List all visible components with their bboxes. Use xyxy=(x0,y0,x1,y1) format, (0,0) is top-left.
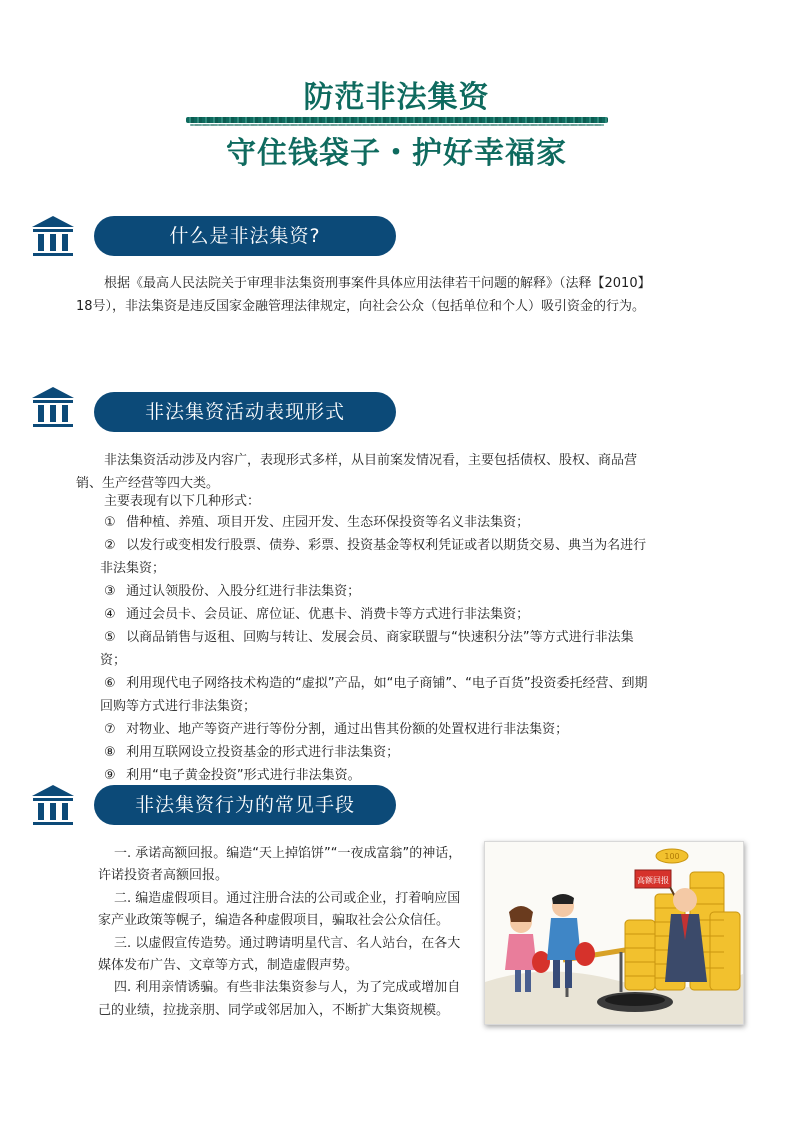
section-heading-methods: 非法集资行为的常见手段 xyxy=(94,785,396,825)
forms-list xyxy=(100,511,658,787)
list-item: ⑨ 利用“电子黄金投资”形式进行非法集资。 xyxy=(104,768,361,783)
page-subtitle: 守住钱袋子・护好幸福家 xyxy=(226,136,567,171)
title-divider xyxy=(186,117,608,123)
list-item: ④ 通过会员卡、会员证、席位证、优惠卡、消费卡等方式进行非法集资； xyxy=(104,607,530,622)
list-item: ⑧ 利用互联网设立投资基金的形式进行非法集资； xyxy=(104,745,400,760)
bank-building-icon xyxy=(30,385,76,431)
list-item: ③ 通过认领股份、入股分红进行非法集资； xyxy=(104,584,361,599)
list-intro: 主要表现有以下几种形式： xyxy=(104,494,261,509)
sign-label: 高额回报 xyxy=(637,876,669,885)
method-point: 二. 编造虚假项目。通过注册合法的公司或企业，打着响应国家产业政策等幌子，编造各种虚假项目，骗取社会公众信任。 xyxy=(98,890,461,929)
coin-label: 100 xyxy=(664,852,680,861)
title-divider-shadow xyxy=(190,124,604,126)
illustration-high-return-scam xyxy=(484,841,744,1025)
list-item: ① 借种植、养殖、项目开发、庄园开发、生态环保投资等名义非法集资； xyxy=(104,515,530,530)
method-point: 三. 以虚假宣传造势。通过聘请明星代言、名人站台，在各大媒体发布广告、文章等方式，制造虚假声势。 xyxy=(98,935,461,974)
list-item: ⑥ 利用现代电子网络技术构造的“虚拟”产品，如“电子商铺”、“电子百货”投资委托经营、到期回购等方式进行非法集资； xyxy=(100,676,648,714)
bank-building-icon xyxy=(30,214,76,260)
list-item: ⑤ 以商品销售与返租、回购与转让、发展会员、商家联盟与“快速积分法”等方式进行非法集资； xyxy=(100,630,634,668)
method-point: 四. 利用亲情诱骗。有些非法集资参与人，为了完成或增加自己的业绩，拉拢亲朋、同学或邻居加入，不断扩大集资规模。 xyxy=(98,980,461,1018)
list-item: ⑦ 对物业、地产等资产进行等份分割，通过出售其份额的处置权进行非法集资； xyxy=(104,722,569,737)
section-heading-what-is: 什么是非法集资? xyxy=(94,216,396,256)
bank-building-icon xyxy=(30,783,76,829)
section-heading-forms: 非法集资活动表现形式 xyxy=(94,392,396,432)
list-item: ② 以发行或变相发行股票、债券、彩票、投资基金等权利凭证或者以期货交易、典当为名进行非法集资； xyxy=(100,538,647,576)
section-paragraph-forms: 非法集资活动涉及内容广，表现形式多样，从目前案发情况看，主要包括债权、股权、商品营销、生产经营等四大类。 xyxy=(76,453,638,491)
methods-text xyxy=(98,843,468,1022)
page-title: 防范非法集资 xyxy=(303,80,490,115)
method-point: 一. 承诺高额回报。编造“天上掉馅饼”“一夜成富翁”的神话，许诺投资者高额回报。 xyxy=(98,846,462,884)
section-paragraph-definition: 根据《最高人民法院关于审理非法集资刑事案件具体应用法律若干问题的解释》（法释【2010】18号），非法集资是违反国家金融管理法律规定，向社会公众（包括单位和个人）吸引资金的行为。 xyxy=(76,276,646,314)
